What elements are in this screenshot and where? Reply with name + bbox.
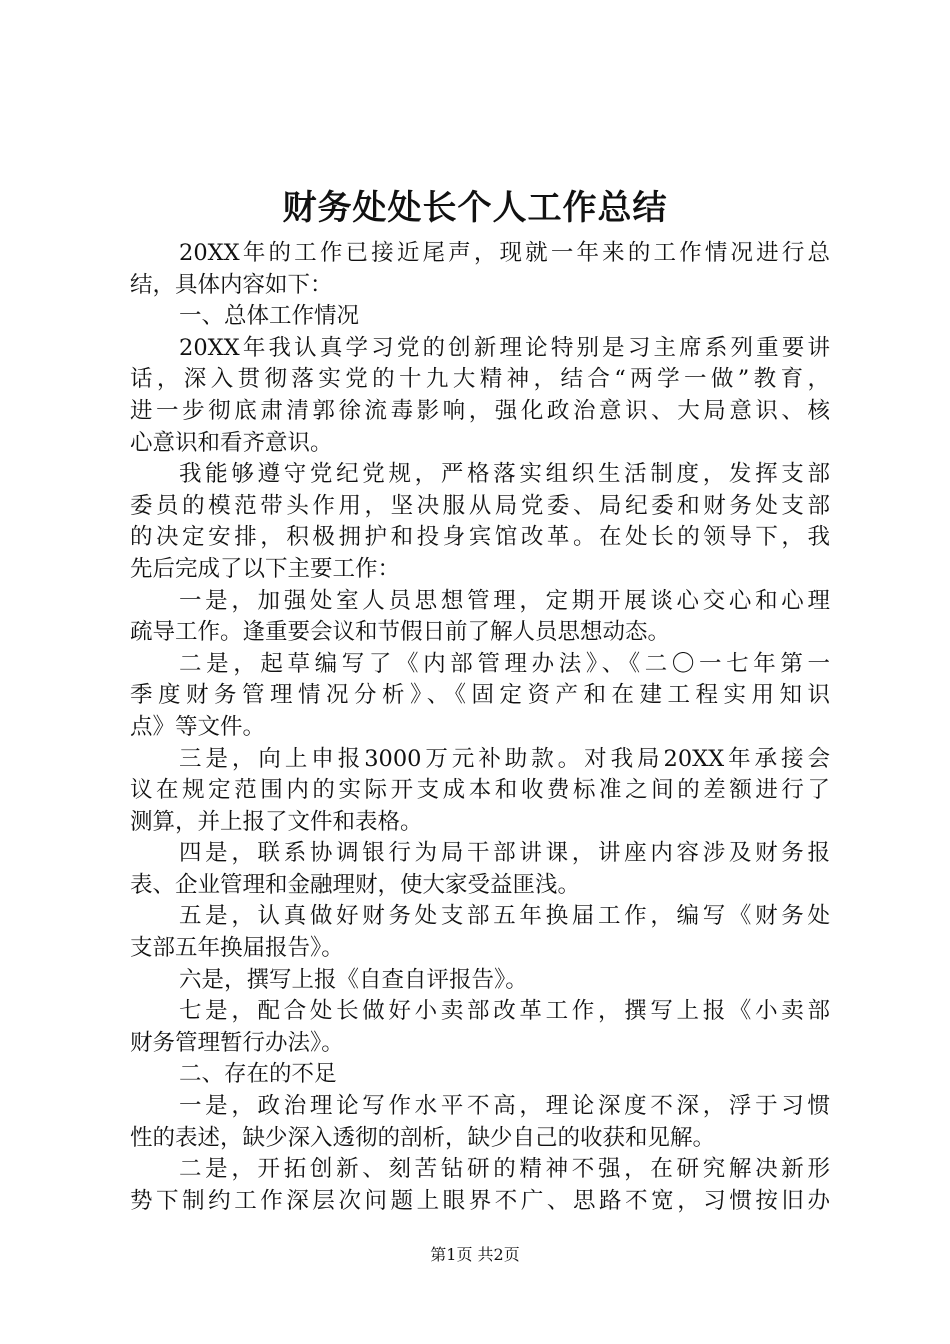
text-line: 的决定安排，积极拥护和投身宾馆改革。在处长的领导下，我	[130, 524, 830, 551]
text-line: 点》等文件。	[130, 713, 266, 740]
page-footer: 第1页 共2页	[430, 1245, 520, 1264]
text-line: 一、总体工作情况	[179, 303, 360, 330]
text-line: 二是，开拓创新、刻苦钻研的精神不强，在研究解决新形	[179, 1156, 830, 1183]
text-line: 财务管理暂行办法》。	[130, 1029, 344, 1056]
text-line: 二是，起草编写了《内部管理办法》、《二〇一七年第一	[179, 650, 830, 677]
text-line: 20XX年的工作已接近尾声，现就一年来的工作情况进行总	[179, 240, 830, 266]
text-line: 势下制约工作深层次问题上眼界不广、思路不宽，习惯按旧办	[130, 1187, 830, 1214]
text-line: 委员的模范带头作用，坚决服从局党委、局纪委和财务处支部	[130, 492, 830, 519]
text-line: 三是，向上申报3000万元补助款。对我局20XX年承接会	[179, 745, 830, 772]
text-line: 季度财务管理情况分析》、《固定资产和在建工程实用知识	[130, 682, 830, 709]
text-line: 我能够遵守党纪党规，严格落实组织生活制度，发挥支部	[179, 461, 830, 488]
text-line: 六是，撰写上报《自查自评报告》。	[179, 966, 528, 993]
text-line: 一是，政治理论写作水平不高，理论深度不深，浮于习惯	[179, 1093, 830, 1120]
document-body	[130, 238, 830, 1217]
text-line: 性的表述，缺少深入透彻的剖析，缺少自己的收获和见解。	[130, 1124, 716, 1151]
text-line: 二、存在的不足	[179, 1061, 337, 1088]
text-line: 测算，并上报了文件和表格。	[130, 808, 423, 835]
text-line: 疏导工作。逢重要会议和节假日前了解人员思想动态。	[130, 619, 671, 646]
text-line: 表、企业管理和金融理财，使大家受益匪浅。	[130, 871, 581, 898]
text-line: 支部五年换届报告》。	[130, 935, 344, 962]
text-line: 话，深入贯彻落实党的十九大精神，结合“两学一做”教育，	[130, 366, 830, 393]
text-line: 先后完成了以下主要工作：	[130, 555, 401, 582]
text-line: 四是，联系协调银行为局干部讲课，讲座内容涉及财务报	[179, 840, 830, 867]
text-line: 五是，认真做好财务处支部五年换届工作，编写《财务处	[179, 903, 830, 930]
text-line: 心意识和看齐意识。	[130, 429, 333, 456]
text-line: 议在规定范围内的实际开支成本和收费标准之间的差额进行了	[130, 777, 830, 804]
text-line: 结，具体内容如下：	[130, 271, 333, 298]
text-line: 七是，配合处长做好小卖部改革工作，撰写上报《小卖部	[179, 998, 830, 1025]
document-title: 财务处处长个人工作总结	[282, 188, 668, 228]
text-line: 一是，加强处室人员思想管理，定期开展谈心交心和心理	[179, 587, 830, 614]
text-line: 20XX年我认真学习党的创新理论特别是习主席系列重要讲	[179, 334, 830, 361]
text-line: 进一步彻底肃清郭徐流毒影响，强化政治意识、大局意识、核	[130, 397, 830, 424]
